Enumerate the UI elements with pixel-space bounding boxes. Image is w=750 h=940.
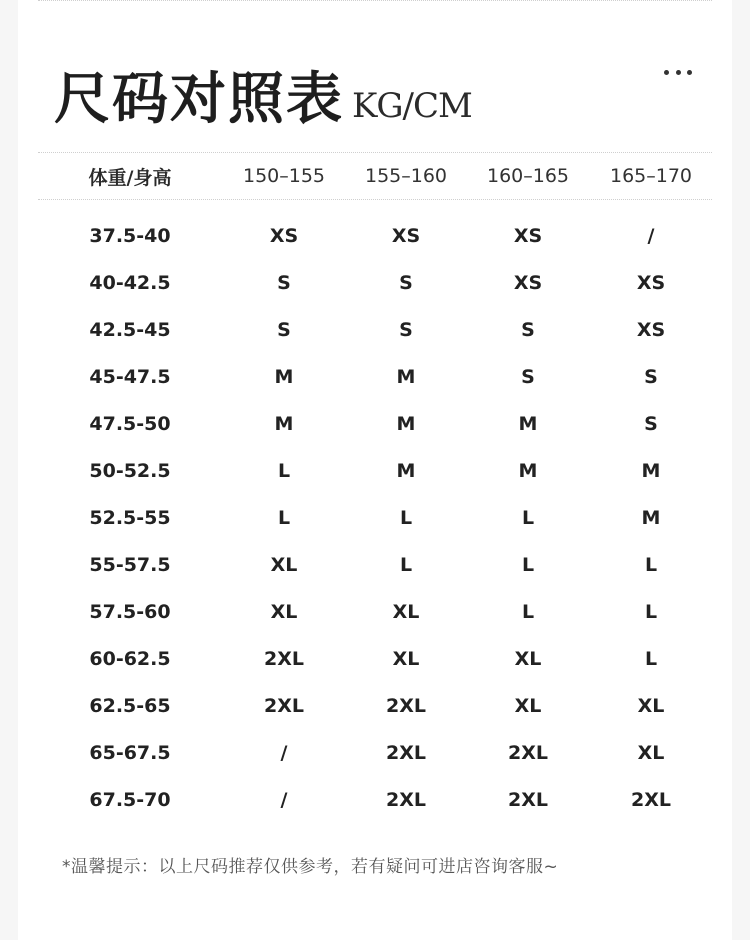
header-height-165-170: 165–170 <box>609 165 693 187</box>
weight-range-cell: 55-57.5 <box>89 553 171 576</box>
size-cell: XS <box>269 224 299 247</box>
size-cell: L <box>644 600 658 623</box>
table-row <box>38 541 712 588</box>
table-row <box>38 212 712 259</box>
weight-range-cell: 65-67.5 <box>89 741 171 764</box>
table-row <box>38 400 712 447</box>
size-cell: XS <box>636 318 666 341</box>
table-body <box>38 200 712 823</box>
size-cell: M <box>396 412 416 435</box>
size-cell: 2XL <box>631 788 671 811</box>
table-row <box>38 494 712 541</box>
size-cell: S <box>521 365 535 388</box>
size-cell: L <box>521 506 535 529</box>
size-cell: M <box>274 365 294 388</box>
size-cell: L <box>277 459 291 482</box>
table-row <box>38 588 712 635</box>
weight-range-cell: 62.5-65 <box>89 694 171 717</box>
size-cell: M <box>641 506 661 529</box>
size-cell: XS <box>636 271 666 294</box>
table-header-row <box>38 152 712 200</box>
page-title: 尺码对照表 <box>54 67 344 132</box>
table-row <box>38 306 712 353</box>
size-cell: S <box>521 318 535 341</box>
size-cell: M <box>518 412 538 435</box>
weight-range-cell: 52.5-55 <box>89 506 171 529</box>
size-cell: / <box>280 741 288 764</box>
size-cell: S <box>644 365 658 388</box>
size-cell: 2XL <box>264 694 304 717</box>
header-height-160-165: 160–165 <box>486 165 570 187</box>
size-cell: L <box>644 647 658 670</box>
table-row <box>38 353 712 400</box>
size-cell: XL <box>270 600 298 623</box>
weight-range-cell: 45-47.5 <box>89 365 171 388</box>
weight-range-cell: 57.5-60 <box>89 600 171 623</box>
size-chart-card <box>18 0 732 940</box>
size-cell: M <box>641 459 661 482</box>
size-cell: 2XL <box>264 647 304 670</box>
size-cell: XL <box>637 741 665 764</box>
weight-range-cell: 67.5-70 <box>89 788 171 811</box>
table-row <box>38 776 712 823</box>
weight-range-cell: 47.5-50 <box>89 412 171 435</box>
size-cell: L <box>399 553 413 576</box>
size-cell: L <box>399 506 413 529</box>
size-cell: L <box>521 553 535 576</box>
more-horizontal-icon <box>676 70 681 75</box>
weight-range-cell: 37.5-40 <box>89 224 171 247</box>
table-row <box>38 447 712 494</box>
size-cell: 2XL <box>386 741 426 764</box>
header-height-155-160: 155–160 <box>364 165 448 187</box>
size-cell: M <box>518 459 538 482</box>
size-cell: 2XL <box>386 788 426 811</box>
top-divider <box>38 0 712 1</box>
size-cell: S <box>277 271 291 294</box>
size-cell: 2XL <box>386 694 426 717</box>
size-cell: XS <box>513 224 543 247</box>
size-cell: 2XL <box>508 788 548 811</box>
size-cell: S <box>644 412 658 435</box>
unit-label: KG/CM <box>352 86 472 126</box>
size-cell: XL <box>392 647 420 670</box>
size-cell: / <box>647 224 655 247</box>
weight-range-cell: 40-42.5 <box>89 271 171 294</box>
size-cell: M <box>274 412 294 435</box>
size-cell: L <box>644 553 658 576</box>
tip-text: *温馨提示：以上尺码推荐仅供参考，若有疑问可进店咨询客服~ <box>62 857 559 877</box>
table-row <box>38 729 712 776</box>
title-row <box>54 62 472 132</box>
size-cell: / <box>280 788 288 811</box>
more-horizontal-icon <box>664 70 669 75</box>
size-cell: XL <box>392 600 420 623</box>
size-cell: XL <box>270 553 298 576</box>
size-cell: XS <box>391 224 421 247</box>
weight-range-cell: 42.5-45 <box>89 318 171 341</box>
weight-range-cell: 50-52.5 <box>89 459 171 482</box>
table-row <box>38 682 712 729</box>
header-height-150-155: 150–155 <box>242 165 326 187</box>
size-cell: XS <box>513 271 543 294</box>
more-options-button[interactable] <box>664 62 692 82</box>
size-table <box>38 152 712 823</box>
size-cell: XL <box>514 694 542 717</box>
weight-range-cell: 60-62.5 <box>89 647 171 670</box>
size-cell: S <box>399 271 413 294</box>
size-cell: S <box>399 318 413 341</box>
size-cell: M <box>396 459 416 482</box>
size-cell: M <box>396 365 416 388</box>
table-row <box>38 259 712 306</box>
size-cell: XL <box>637 694 665 717</box>
header-weight-height: 体重/身高 <box>88 166 172 189</box>
size-cell: S <box>277 318 291 341</box>
size-cell: XL <box>514 647 542 670</box>
more-horizontal-icon <box>687 70 692 75</box>
size-cell: L <box>277 506 291 529</box>
size-cell: L <box>521 600 535 623</box>
table-row <box>38 635 712 682</box>
size-cell: 2XL <box>508 741 548 764</box>
